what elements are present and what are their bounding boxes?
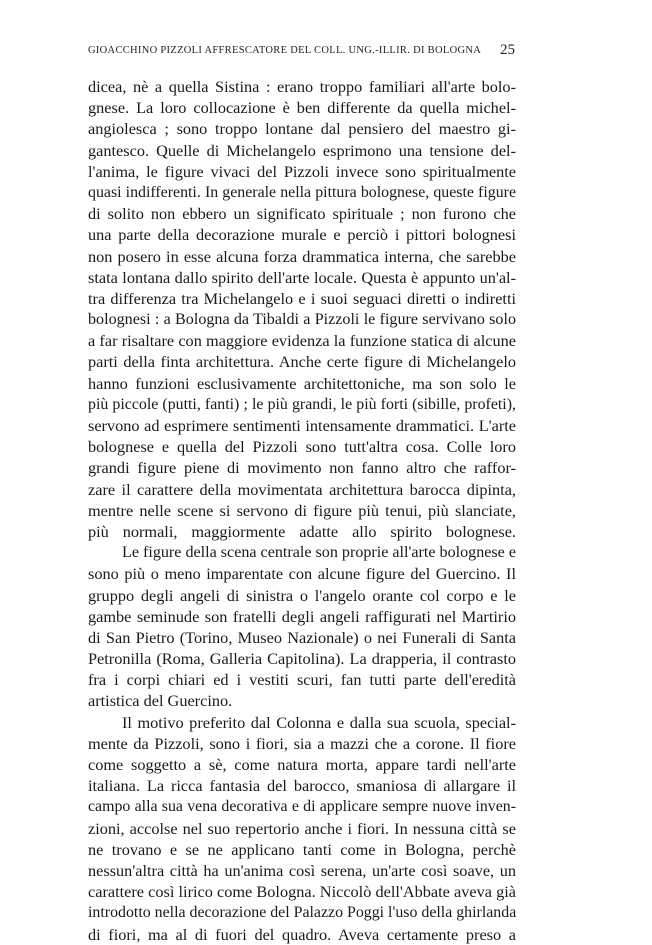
text-line: Il motivo preferito dal Colonna e dalla sua scuola, special- [122,712,516,732]
text-line: Le figure della scena centrale son proprie all'arte bolognese e [122,544,516,562]
text-line: tra differenza tra Michelangelo e i suoi seguaci diretti o indiretti [88,288,516,308]
text-line: campo alla sua vena decorativa e di applicare sempre nuove inven- [88,798,516,816]
text-line: italiana. La ricca fantasia del barocco, smaniosa di allargare il [88,776,516,796]
text-line: zare il carattere della movimentata architettura barocca dipinta, [88,479,516,499]
text-line: introdotto nella decorazione del Palazzo Poggi l'uso della ghirlanda [88,904,517,922]
text-line: hanno funzioni esclusivamente architettoniche, ma son solo le [88,373,516,393]
text-line: servono ad esprimere sentimenti intensamente drammatici. L'arte [88,416,516,435]
text-line: di solito non ebbero un significato spirituale ; non furono che [88,204,516,224]
text-line: più normali, maggiormente adatte allo spirito bolognese. [88,521,516,541]
running-header: GIOACCHINO PIZZOLI AFFRESCATORE DEL COLL. UNG.-ILLIR. DI BOLOGNA [88,45,482,56]
text-line: dicea, nè a quella Sistina : erano troppo familiari all'arte bolo- [88,77,516,96]
text-line: artistica del Guercino. [88,691,233,711]
text-line: di fiori, ma al di fuori del quadro. Aveva certamente preso a [88,924,516,944]
text-line: di San Pietro (Torino, Museo Nazionale) o nei Funerali di Santa [88,627,516,647]
text-line: come soggetto a sè, come natura morta, appare tardi nell'arte [88,755,516,774]
text-line: l'anima, le figure vivaci del Pizzoli invece sono spiritualmente [88,161,516,181]
text-line: una parte della decorazione murale e perciò i pittori bolognesi [88,225,516,245]
text-line: fra i corpi chiari ed i vestiti scuri, fan tutti parte dell'eredità [88,670,516,690]
text-line: ne trovano e se ne applicano tanti come in Bologna, perchè [88,839,516,859]
text-line: nessun'altra città ha un'anima così serena, un'arte così soave, un [88,860,516,880]
text-line: mentre nelle scene si servono di figure più tenui, più slanciate, [88,500,516,520]
text-line: parti della finta architettura. Anche certe figure di Michelangelo [88,352,516,372]
text-line: carattere così lirico come Bologna. Niccolò dell'Abbate aveva già [88,882,516,902]
text-line: sono più o meno imparentate con alcune figure del Guercino. Il [88,564,516,584]
text-line: Petronilla (Roma, Galleria Capitolina). La drapperia, il contrasto [88,649,516,669]
text-line: gantesco. Quelle di Michelangelo esprimono una tensione del- [88,140,516,160]
text-line: grandi figure piene di movimento non fanno altro che raffor- [88,458,516,478]
text-line: non posero in esse alcuna forza drammatica interna, che sarebbe [88,246,516,266]
text-line: gnese. La loro collocazione è ben differente da quella michel- [88,98,516,118]
text-line: quasi indifferenti. In generale nella pittura bolognese, queste figure [88,183,516,201]
page-number: 25 [500,42,515,58]
text-line: mente da Pizzoli, sono i fiori, sia a mazzi che a corone. Il fiore [88,733,516,753]
text-line: bolognesi : a Bologna da Tibaldi a Pizzoli le figure servivano solo [88,311,516,329]
text-line: più piccole (putti, fanti) ; le più grandi, le più forti (sibille, profeti), [88,395,516,413]
text-line: bolognese e quella del Pizzoli sono tutt'altra cosa. Colle loro [88,437,516,457]
text-line: a far risaltare con maggiore evidenza la funzione statica di alcune [88,331,516,351]
text-line: angiolesca ; sono troppo lontane dal pensiero del maestro gi- [88,119,516,139]
text-line: gambe seminude son fratelli degli angeli raffigurati nel Martirio [88,606,516,626]
text-line: stata lontana dallo spirito dell'arte locale. Questa è appunto un'al- [88,267,516,287]
body-text [88,76,516,945]
text-line: gruppo degli angeli di sinistra o l'angelo orante col corpo e le [88,585,516,605]
text-line: zioni, accolse nel suo repertorio anche i fiori. In nessuna città se [88,818,516,838]
